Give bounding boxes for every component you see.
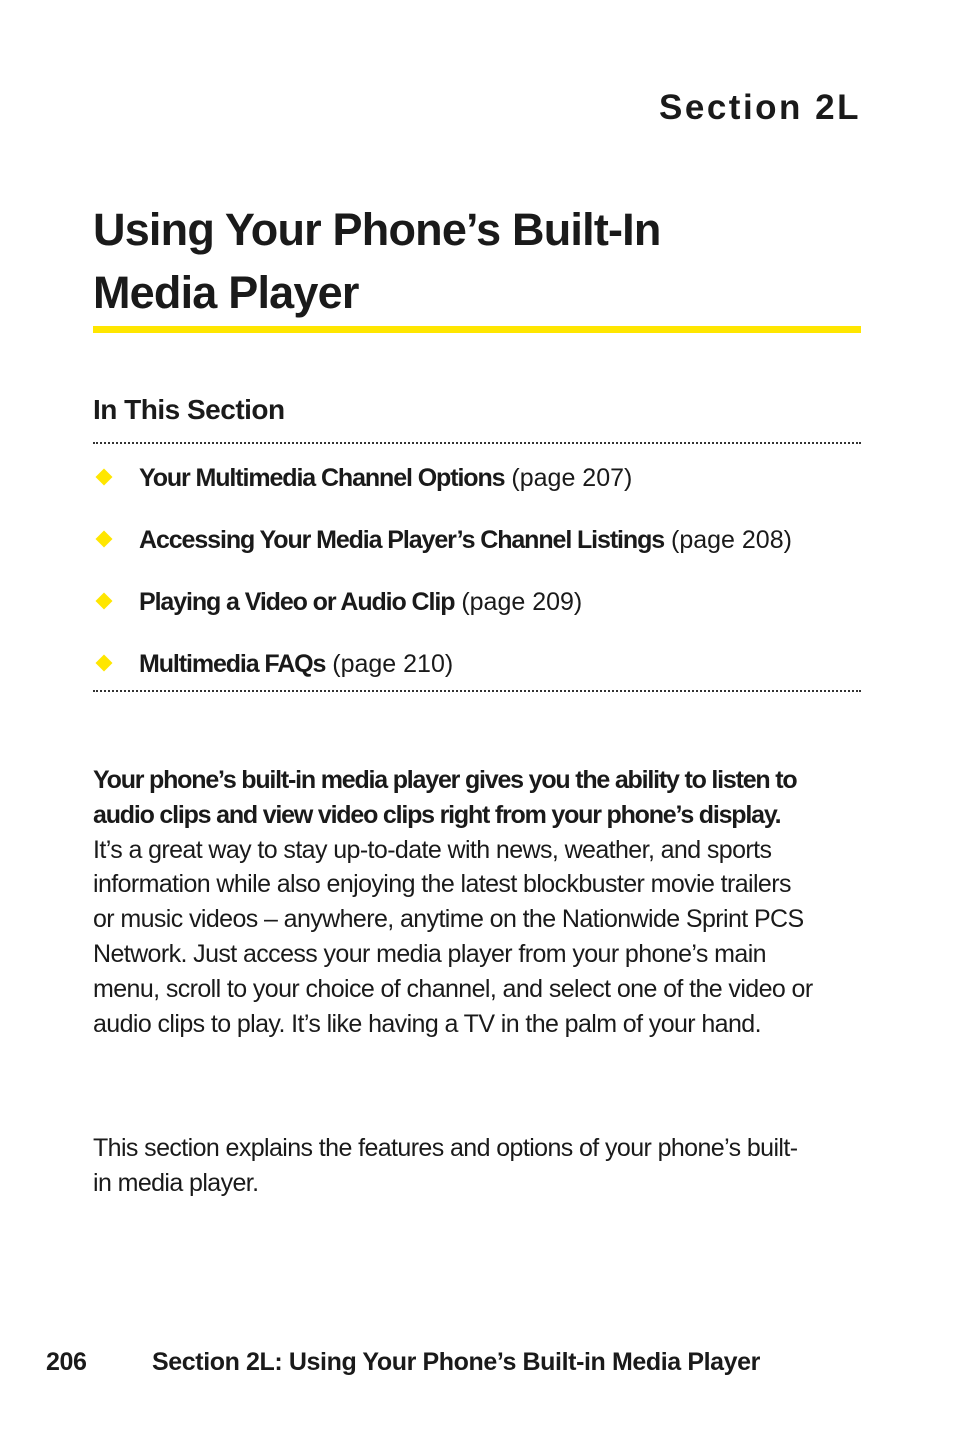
running-title: Section 2L: Using Your Phone’s Built-in Media Player — [152, 1348, 761, 1376]
toc-item-title: Playing a Video or Audio Clip — [139, 588, 455, 616]
toc-item-title: Accessing Your Media Player’s Channel Listings — [139, 526, 665, 554]
toc-item-page: (page 210) — [332, 650, 454, 678]
toc-item[interactable] — [93, 458, 861, 520]
toc-item-title: Your Multimedia Channel Options — [139, 464, 505, 492]
page-title — [93, 198, 813, 324]
page-title-line-2: Media Player — [93, 267, 359, 318]
toc-item-title: Multimedia FAQs — [139, 650, 326, 678]
intro-lead-sentence: Your phone’s built-in media player gives you the ability to listen to audio clips and view video clips right from your phone’s display. — [93, 766, 797, 829]
intro-body-text: It’s a great way to stay up-to-date with news, weather, and sports information while also enjoying the latest blockbuster movie trailers or music videos – anywhere, anytime on the Nationwide Sprint PCS Network. Just access your media player from your phone’s main menu, scroll to your choice of channel, and select one of the video or audio clips to play. It’s like having a TV in the palm of your hand. — [93, 835, 813, 1038]
title-underline — [93, 326, 861, 333]
page-number: 206 — [46, 1348, 87, 1376]
page-title-line-1: Using Your Phone’s Built-In — [93, 204, 661, 255]
section-label: Section 2L — [659, 88, 861, 127]
intro-paragraph — [93, 763, 813, 1041]
in-this-section-heading: In This Section — [93, 394, 285, 425]
toc-top-divider — [93, 442, 861, 444]
diamond-bullet-icon — [96, 531, 113, 548]
toc-item-page: (page 207) — [511, 464, 633, 492]
toc-item-page: (page 209) — [461, 588, 583, 616]
diamond-bullet-icon — [96, 469, 113, 486]
page-footer — [46, 1348, 760, 1377]
diamond-bullet-icon — [96, 655, 113, 672]
toc-item[interactable] — [93, 644, 861, 706]
in-this-section-list — [93, 458, 861, 706]
toc-bottom-divider — [93, 690, 861, 692]
summary-paragraph: This section explains the features and options of your phone’s built-in media player. — [93, 1134, 798, 1197]
toc-item-page: (page 208) — [671, 526, 792, 554]
toc-item[interactable] — [93, 520, 861, 582]
diamond-bullet-icon — [96, 593, 113, 610]
toc-item[interactable] — [93, 582, 861, 644]
